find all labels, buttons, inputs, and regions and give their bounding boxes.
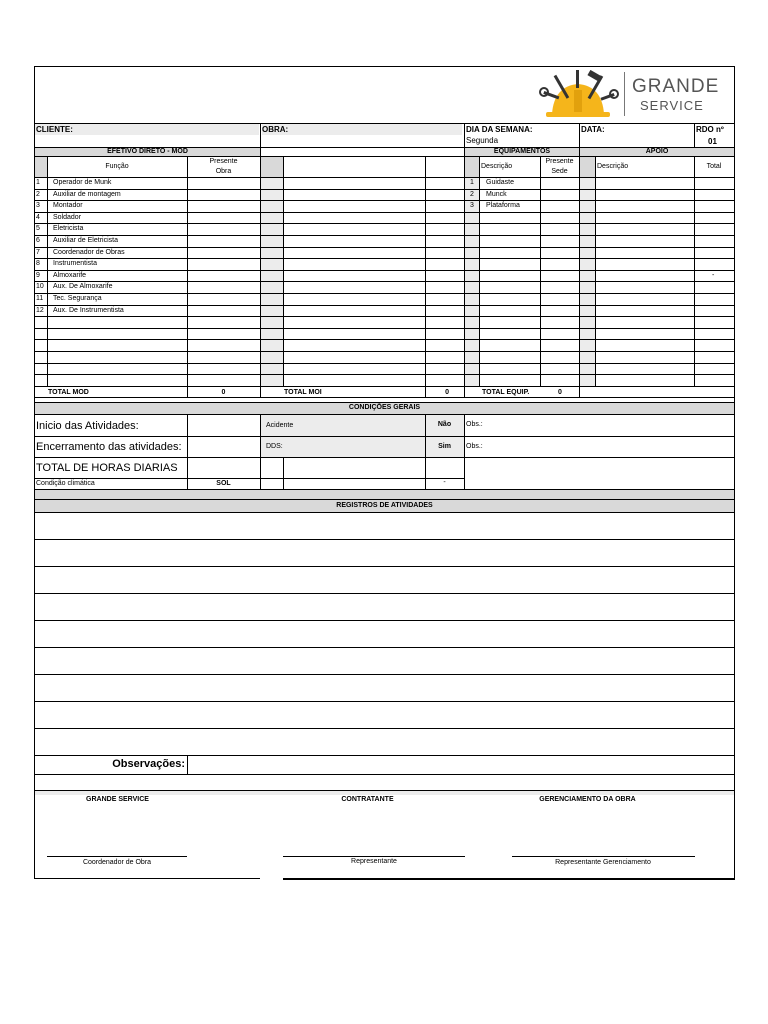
funcao-number: 5 — [36, 225, 40, 232]
funcao-label: Operador de Munk — [53, 179, 112, 186]
funcao-number: 8 — [36, 260, 40, 267]
grid-row-line — [34, 305, 735, 306]
grid-row-line — [34, 363, 735, 364]
obs-dds-label: Obs.: — [466, 443, 483, 450]
grid-row-line — [34, 351, 735, 352]
signature-line-3[interactable] — [512, 856, 695, 857]
condicoes-title: CONDIÇÕES GERAIS — [348, 404, 421, 411]
funcao-number: 12 — [36, 307, 44, 314]
funcao-label: Instrumentista — [53, 260, 97, 267]
registro-line — [34, 647, 735, 648]
sig-contratante-title: CONTRATANTE — [341, 796, 394, 803]
total-moi-label: TOTAL MOI — [284, 389, 322, 396]
grid-row-line — [34, 281, 735, 282]
grid-row-line — [34, 189, 735, 190]
registro-line — [34, 728, 735, 729]
registros-title: REGISTROS DE ATIVIDADES — [336, 502, 433, 509]
sig-representante: Representante — [351, 858, 397, 865]
funcao-label: Aux. De Almoxarife — [53, 283, 113, 290]
col-presente-obra-2: Obra — [215, 168, 232, 175]
funcao-number: 10 — [36, 283, 44, 290]
total-mod-value: 0 — [221, 389, 226, 396]
signature-line-1[interactable] — [47, 856, 187, 857]
total-mod-label: TOTAL MOD — [48, 389, 89, 396]
sig-grande-service-title: GRANDE SERVICE — [86, 796, 149, 803]
sig-coordenador: Coordenador de Obra — [82, 859, 152, 866]
registro-line — [34, 593, 735, 594]
funcao-number: 2 — [36, 191, 40, 198]
registro-line — [34, 620, 735, 621]
grid-row-line — [34, 374, 735, 375]
funcao-number: 1 — [36, 179, 40, 186]
observacoes-label: Observações: — [112, 758, 185, 770]
cliente-label: CLIENTE: — [36, 125, 73, 134]
grid-row-line — [34, 223, 735, 224]
equip-number: 2 — [470, 191, 474, 198]
total-equip-label: TOTAL EQUIP. — [482, 389, 530, 396]
grid-row-line — [34, 339, 735, 340]
funcao-number: 9 — [36, 272, 40, 279]
col-presente-obra-1: Presente — [209, 158, 238, 165]
funcao-number: 4 — [36, 214, 40, 221]
funcao-number: 11 — [36, 295, 44, 302]
dds-label: DDS: — [266, 443, 283, 450]
funcao-number: 6 — [36, 237, 40, 244]
apoio-total-dash: - — [712, 272, 715, 279]
dia-semana-label: DIA DA SEMANA: — [466, 125, 533, 134]
funcao-label: Auxiliar de montagem — [53, 191, 121, 198]
grid-row-line — [34, 235, 735, 236]
registro-line — [34, 566, 735, 567]
rdo-label: RDO nº — [696, 125, 724, 134]
col-total: Total — [706, 163, 722, 170]
funcao-label: Soldador — [53, 214, 82, 221]
equip-label: Plataforma — [486, 202, 520, 209]
rdo-value[interactable]: 01 — [708, 137, 717, 146]
data-label: DATA: — [581, 125, 605, 134]
grid-row-line — [34, 270, 735, 271]
funcao-label: Aux. De Instrumentista — [53, 307, 124, 314]
total-horas-label: TOTAL DE HORAS DIARIAS — [36, 462, 178, 474]
grid-row-line — [34, 328, 735, 329]
col-descricao-apoio: Descrição — [597, 163, 629, 170]
company-logo — [536, 70, 732, 122]
brand-subtitle: SERVICE — [640, 98, 704, 113]
funcao-label: Coordenador de Obras — [53, 249, 125, 256]
equip-label: Guidaste — [486, 179, 515, 186]
grid-row-line — [34, 316, 735, 317]
funcao-number: 3 — [36, 202, 40, 209]
encerramento-label: Encerramento das atividades: — [36, 441, 182, 453]
section-apoio-title: APOIO — [645, 148, 669, 155]
grid-row-line — [34, 200, 735, 201]
dia-semana-value[interactable]: Segunda — [466, 136, 499, 145]
funcao-label: Eletricista — [53, 225, 84, 232]
funcao-label: Montador — [53, 202, 83, 209]
col-presente-sede-2: Sede — [551, 168, 568, 175]
registro-line — [34, 755, 735, 756]
registro-line — [34, 539, 735, 540]
funcao-label: Tec. Segurança — [53, 295, 102, 302]
dds-value[interactable]: Sim — [438, 443, 451, 450]
condicao-climatica-label: Condição climática — [36, 480, 95, 487]
grid-row-line — [34, 212, 735, 213]
registro-line — [34, 701, 735, 702]
helmet-tools-icon — [536, 70, 620, 120]
equip-number: 1 — [470, 179, 474, 186]
condicao-climatica-value[interactable]: SOL — [216, 480, 231, 487]
grid-row-line — [34, 293, 735, 294]
registro-line — [34, 674, 735, 675]
equip-number: 3 — [470, 202, 474, 209]
col-funcao: Função — [105, 163, 129, 170]
acidente-value[interactable]: Não — [437, 421, 452, 428]
funcao-label: Auxiliar de Eletricista — [53, 237, 118, 244]
grid-row-line — [34, 258, 735, 259]
brand-name: GRANDE — [632, 76, 720, 97]
funcao-label: Almoxarife — [53, 272, 87, 279]
sig-representante-gerenciamento: Representante Gerenciamento — [555, 859, 651, 866]
grid-row-line — [34, 247, 735, 248]
clima-dash: - — [443, 479, 446, 486]
equip-label: Munck — [486, 191, 507, 198]
funcao-number: 7 — [36, 249, 40, 256]
total-moi-value: 0 — [445, 389, 449, 396]
section-mod-title: EFETIVO DIRETO - MOD — [107, 148, 188, 155]
obra-label: OBRA: — [262, 125, 289, 134]
col-presente-sede-1: Presente — [545, 158, 574, 165]
inicio-atividades-label: Inicio das Atividades: — [36, 420, 139, 432]
acidente-label: Acidente — [266, 422, 294, 429]
total-equip-value: 0 — [558, 389, 562, 396]
section-equip-title: EQUIPAMENTOS — [493, 148, 551, 155]
sig-gerenciamento-title: GERENCIAMENTO DA OBRA — [539, 796, 636, 803]
obs-acidente-label: Obs.: — [466, 421, 483, 428]
col-descricao-equip: Descrição — [481, 163, 513, 170]
